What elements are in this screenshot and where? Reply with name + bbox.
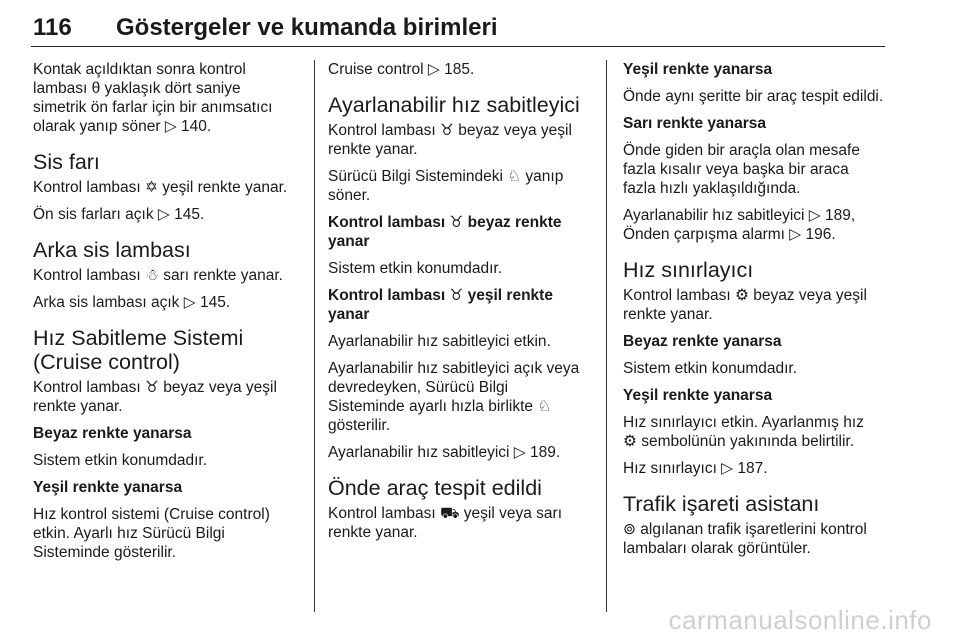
paragraph-acc-1: Kontrol lambası ♉ beyaz veya yeşil renkte yanar. bbox=[328, 122, 572, 158]
subheading-white-lamp: Kontrol lambası ♉ beyaz renkte yanar bbox=[328, 214, 562, 250]
heading-fog-light: Sis farı bbox=[33, 150, 100, 174]
paragraph-fog-1: Kontrol lambası ✡ yeşil renkte yanar. bbox=[33, 179, 288, 196]
heading-adaptive-cruise: Ayarlanabilir hız sabitleyici bbox=[328, 93, 580, 117]
subheading-green: Yeşil renkte yanarsa bbox=[33, 479, 183, 496]
subheading-green-2: Yeşil renkte yanarsa bbox=[623, 387, 773, 404]
paragraph-white: Sistem etkin konumdadır. bbox=[623, 360, 798, 377]
page-number: 116 bbox=[33, 14, 72, 41]
heading-vehicle-ahead: Önde araç tespit edildi bbox=[328, 476, 542, 500]
heading-cruise-control: Hız Sabitleme Sistemi (Cruise control) bbox=[33, 326, 244, 374]
subheading-yellow: Sarı renkte yanarsa bbox=[623, 115, 767, 132]
paragraph-green-3: Ayarlanabilir hız sabitleyici ▷ 189. bbox=[328, 444, 561, 461]
paragraph-green-2: Ayarlanabilir hız sabitleyici açık veya devredeyken, Sürücü Bilgi Sisteminde ayarlı hızla birlikte ♘ gösterilir. bbox=[328, 360, 580, 434]
heading-speed-limiter: Hız sınırlayıcı bbox=[623, 258, 754, 282]
column-divider-1 bbox=[314, 60, 315, 612]
column-3 bbox=[623, 60, 913, 566]
paragraph-rear-1: Kontrol lambası ☃ sarı renkte yanar. bbox=[33, 267, 283, 284]
paragraph-fog-2: Ön sis farları açık ▷ 145. bbox=[33, 206, 205, 223]
column-1 bbox=[33, 60, 311, 570]
paragraph-green: Hız kontrol sistemi (Cruise control) etkin. Ayarlı hız Sürücü Bilgi Sisteminde gösterilir. bbox=[33, 506, 270, 561]
page-header bbox=[31, 12, 885, 47]
paragraph-cruise-ref: Cruise control ▷ 185. bbox=[328, 61, 475, 78]
paragraph-limiter: Kontrol lambası ⚙ beyaz veya yeşil renkte yanar. bbox=[623, 287, 867, 323]
paragraph-white: Sistem etkin konumdadır. bbox=[328, 260, 503, 277]
column-divider-2 bbox=[606, 60, 607, 612]
heading-traffic-sign: Trafik işareti asistanı bbox=[623, 492, 820, 516]
subheading-white: Beyaz renkte yanarsa bbox=[623, 333, 782, 350]
paragraph-acc-2: Sürücü Bilgi Sistemindeki ♘ yanıp söner. bbox=[328, 168, 564, 204]
heading-rear-fog: Arka sis lambası bbox=[33, 238, 191, 262]
column-2 bbox=[328, 60, 604, 550]
paragraph-green-2a: Hız sınırlayıcı etkin. Ayarlanmış hız ⚙ sembolünün yakınında belirtilir. bbox=[623, 414, 864, 450]
paragraph-vehicle-ahead: Kontrol lambası ⛟ yeşil veya sarı renkte yanar. bbox=[328, 505, 563, 541]
paragraph-white: Sistem etkin konumdadır. bbox=[33, 452, 208, 469]
paragraph-yellow-2: Ayarlanabilir hız sabitleyici ▷ 189, Önden çarpışma alarmı ▷ 196. bbox=[623, 207, 856, 243]
paragraph-green-2b: Hız sınırlayıcı ▷ 187. bbox=[623, 460, 768, 477]
paragraph-green: Önde aynı şeritte bir araç tespit edildi. bbox=[623, 88, 884, 105]
subheading-green: Yeşil renkte yanarsa bbox=[623, 61, 773, 78]
paragraph-symmetric-lights: Kontak açıldıktan sonra kontrol lambası θ yaklaşık dört saniye simetrik ön farlar için bir anımsatıcı olarak yanıp söner ▷ 140. bbox=[33, 61, 273, 135]
paragraph-traffic-sign: ⊚ algılanan trafik işaretlerini kontrol lambaları olarak görüntüler. bbox=[623, 521, 867, 557]
paragraph-green-1: Ayarlanabilir hız sabitleyici etkin. bbox=[328, 333, 551, 350]
page-title: Göstergeler ve kumanda birimleri bbox=[116, 14, 498, 41]
subheading-white: Beyaz renkte yanarsa bbox=[33, 425, 192, 442]
paragraph-rear-2: Arka sis lambası açık ▷ 145. bbox=[33, 294, 231, 311]
watermark: carmanualsonline.info bbox=[668, 605, 932, 635]
subheading-green-lamp: Kontrol lambası ♉ yeşil renkte yanar bbox=[328, 287, 553, 323]
paragraph-yellow-1: Önde giden bir araçla olan mesafe fazla kısalır veya başka bir araca fazla hızlı yaklaşıldığında. bbox=[623, 142, 860, 197]
paragraph-cruise-1: Kontrol lambası ♉ beyaz veya yeşil renkte yanar. bbox=[33, 379, 277, 415]
